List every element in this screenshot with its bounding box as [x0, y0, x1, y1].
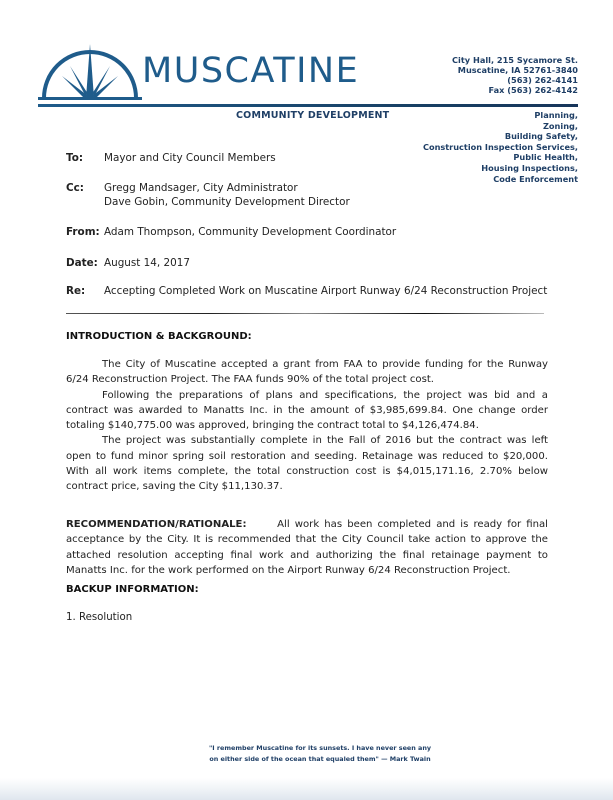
phone: (563) 262-4141 — [507, 75, 578, 85]
service-item: Housing Inspections, — [481, 162, 578, 173]
service-item: Planning, — [534, 110, 578, 120]
to-value: Mayor and City Council Members — [104, 152, 276, 164]
backup-heading: BACKUP INFORMATION: — [66, 584, 199, 595]
intro-paragraph: The City of Muscatine accepted a grant from FAA to provide funding for the Runway 6/24 Reconstruction Project. The FAA funds 90% of the total project cost. — [66, 359, 548, 386]
fax: Fax (563) 262-4142 — [488, 85, 578, 95]
service-item: Building Safety, — [504, 131, 578, 142]
service-item: Zoning, — [543, 120, 578, 131]
intro-paragraph: The project was substantially complete in the Fall of 2016 but the contract was left open to fund minor spring soil restoration and seeding. Retainage was reduced to $20,000. With all work items complete, the total construction cost is $4,015,171.16, 2.70% below contract price, saving the City $11,130.37. — [66, 435, 548, 493]
footer-quote — [200, 743, 440, 765]
backup-item: 1. Resolution — [66, 612, 133, 623]
recommendation-section — [66, 517, 548, 578]
quote-line: "I remember Muscatine for its sunsets. I have never seen any — [208, 744, 432, 752]
address-block — [452, 55, 578, 95]
cc-value: Gregg Mandsager, City Administrator — [104, 182, 298, 194]
cc-label: Cc: — [66, 182, 84, 194]
from-value: Adam Thompson, Community Development Coordinator — [104, 226, 397, 238]
re-value: Accepting Completed Work on Muscatine Airport Runway 6/24 Reconstruction Project — [104, 285, 548, 297]
from-label: From: — [66, 226, 100, 238]
recommendation-text: All work has been completed and is ready for final acceptance by the City. It is recommended that the City Council take action to approve the attached resolution accepting final work and authorizing the final retainage payment to Manatts Inc. for the work performed on the Airport Runway 6/24 Reconstruction Project. — [66, 519, 548, 576]
intro-paragraph: Following the preparations of plans and specifications, the project was bid and a contract was awarded to Manatts Inc. in the amount of $3,985,699.84. One change order totaling $140,775.00 was approved, bringing the contract total to $4,126,474.84. — [66, 389, 548, 432]
logo-wordmark: MUSCATINE — [142, 51, 360, 91]
header-rule — [38, 104, 578, 107]
muscatine-logo — [38, 42, 378, 100]
department-name: COMMUNITY DEVELOPMENT — [236, 110, 390, 121]
date-label: Date: — [66, 257, 98, 269]
subject-divider — [66, 313, 544, 314]
recommendation-heading: RECOMMENDATION/RATIONALE: — [66, 519, 247, 530]
intro-heading: INTRODUCTION & BACKGROUND: — [66, 331, 252, 342]
intro-body — [66, 357, 548, 495]
service-item: Construction Inspection Services, — [422, 141, 578, 152]
date-value: August 14, 2017 — [104, 257, 190, 269]
address-line: Muscatine, IA 52761-3840 — [457, 65, 578, 75]
service-item: Code Enforcement — [493, 173, 578, 184]
footer-band — [0, 778, 613, 800]
to-label: To: — [66, 152, 84, 164]
cc-value: Dave Gobin, Community Development Director — [104, 196, 350, 208]
quote-line: on either side of the ocean that equaled them" — Mark Twain — [209, 755, 431, 763]
compass-sunrise-icon — [38, 42, 142, 100]
services-list — [423, 110, 578, 184]
re-label: Re: — [66, 285, 86, 297]
service-item: Public Health, — [513, 152, 578, 163]
address-line: City Hall, 215 Sycamore St. — [452, 55, 578, 65]
